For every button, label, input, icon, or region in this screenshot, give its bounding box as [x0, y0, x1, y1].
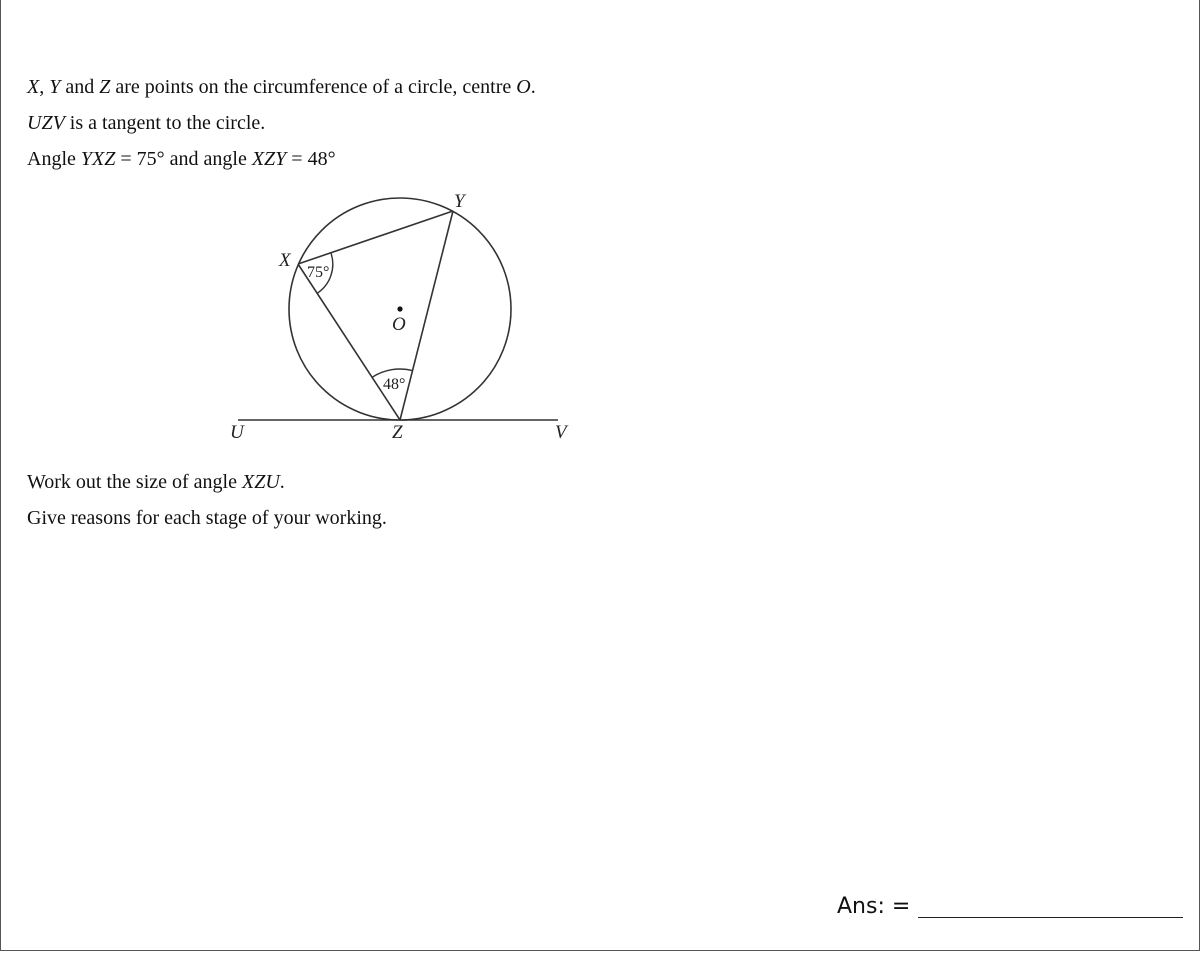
label-z: Z	[392, 422, 403, 443]
math-symbol: XZY	[251, 148, 287, 170]
math-symbol: UZV	[27, 112, 65, 134]
math-symbol: XZU	[242, 471, 280, 493]
label-v: V	[555, 422, 567, 443]
math-symbol: O	[516, 76, 531, 98]
text-segment: = 75° and angle	[115, 148, 252, 170]
angle-label-z: 48°	[383, 376, 406, 393]
label-u: U	[230, 422, 244, 443]
text-segment: .	[279, 471, 285, 493]
angle-label-x: 75°	[307, 264, 330, 281]
answer-label: Ans: =	[837, 894, 911, 919]
text-segment: Give reasons for each stage of your working.	[27, 507, 387, 529]
chord-xy	[298, 211, 453, 264]
text-segment: are points on the circumference of a circle, centre	[110, 76, 517, 98]
label-x: X	[279, 250, 291, 271]
text-segment: and	[60, 76, 100, 98]
centre-point	[397, 306, 402, 311]
question-line-instruction	[27, 506, 387, 530]
chord-zx	[298, 264, 400, 420]
text-segment: Work out the size of angle	[27, 471, 242, 493]
question-line-task	[27, 470, 285, 494]
text-segment: Angle	[27, 148, 81, 170]
answer-input-line[interactable]	[918, 917, 1183, 918]
math-symbol: Z	[99, 76, 111, 98]
text-segment: ,	[39, 76, 50, 98]
label-y: Y	[454, 191, 465, 212]
text-segment: .	[530, 76, 536, 98]
math-symbol: Y	[49, 76, 61, 98]
chord-yz	[400, 211, 453, 420]
label-o: O	[392, 314, 406, 335]
text-segment: = 48°	[286, 148, 336, 170]
math-symbol: YXZ	[80, 148, 116, 170]
math-symbol: X	[27, 76, 40, 98]
text-segment: is a tangent to the circle.	[64, 112, 266, 134]
